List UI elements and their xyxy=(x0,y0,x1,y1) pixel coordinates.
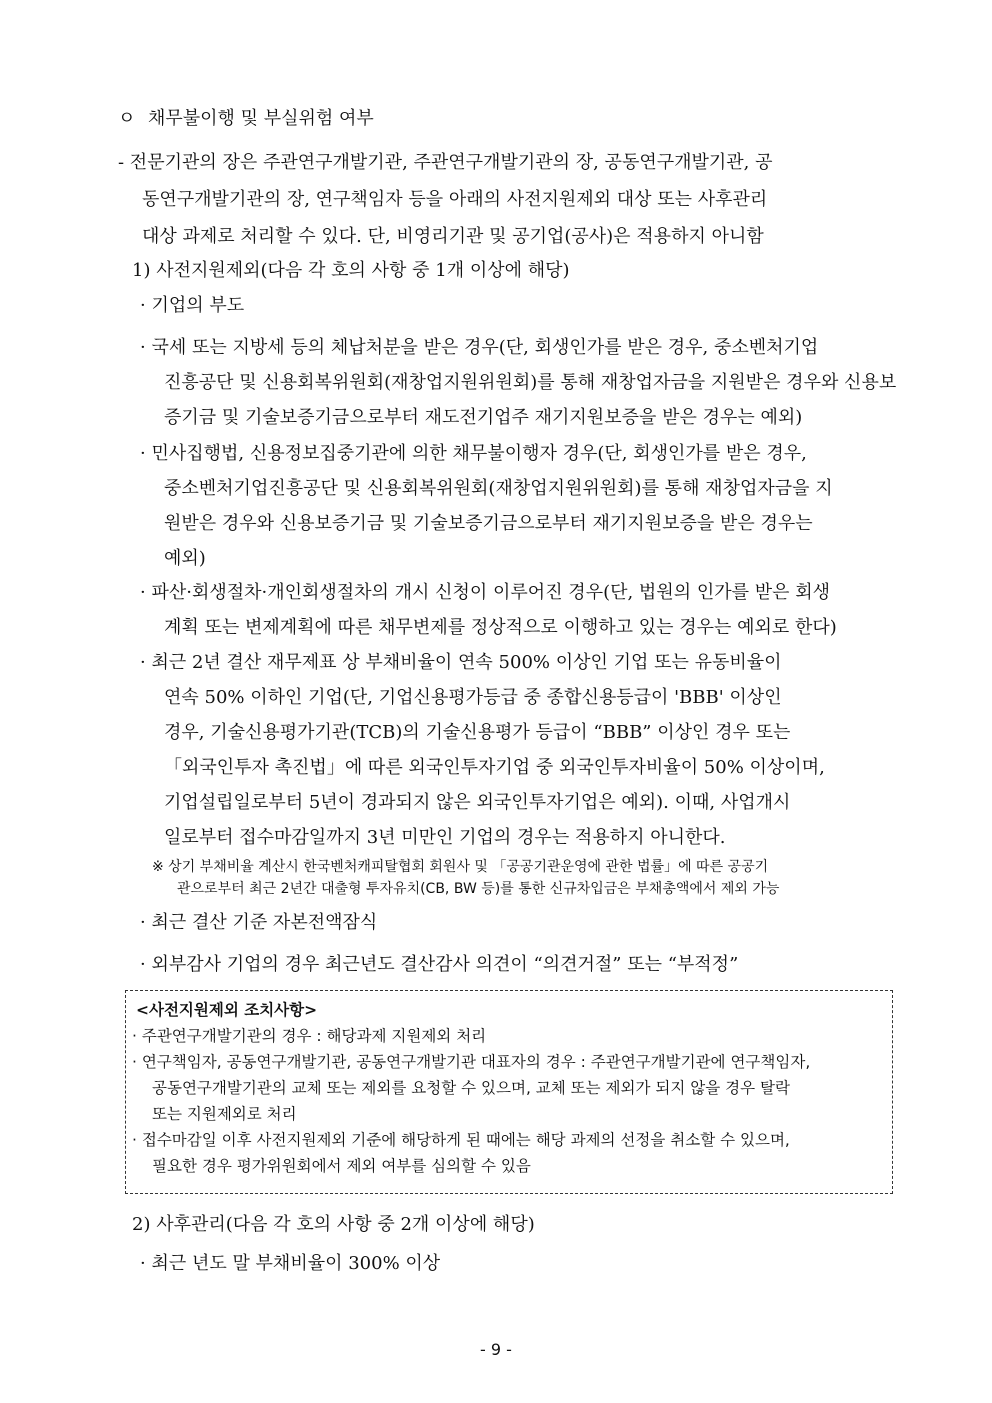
exclusion-measures-box xyxy=(125,990,893,1194)
list-item xyxy=(140,905,900,940)
list-item xyxy=(140,288,900,323)
item-line: · 국세 또는 지방세 등의 체납처분을 받은 경우(단, 회생인가를 받은 경우, 중소벤처기업 xyxy=(140,337,819,358)
item-line: · 파산·회생절차·개인회생절차의 개시 신청이 이루어진 경우(단, 법원의 인가를 받은 회생 xyxy=(140,582,830,603)
box-line: · 접수마감일 이후 사전지원제외 기준에 해당하게 된 때에는 해당 과제의 선정을 취소할 수 있으며, xyxy=(132,1131,790,1149)
item-line: 원받은 경우와 신용보증기금 및 기술보증기금으로부터 재기지원보증을 받은 경우는 xyxy=(164,513,813,534)
item-line: · 기업의 부도 xyxy=(140,295,245,316)
note-line: ※ 상기 부채비율 계산시 한국벤처캐피탈협회 회원사 및 「공공기관운영에 관한 법률」에 따른 공공기 xyxy=(152,859,769,875)
heading-debt-default xyxy=(118,104,374,130)
list-item xyxy=(140,330,900,435)
item-line: · 최근 2년 결산 재무제표 상 부채비율이 연속 500% 이상인 기업 또는 유동비율이 xyxy=(140,652,782,673)
page-number: - 9 - xyxy=(480,1340,512,1359)
list-item xyxy=(140,645,900,855)
item-line: · 최근 년도 말 부채비율이 300% 이상 xyxy=(140,1253,441,1274)
footnote xyxy=(152,856,897,900)
item-line: 예외) xyxy=(164,548,206,569)
box-line: · 주관연구개발기관의 경우 : 해당과제 지원제외 처리 xyxy=(132,1027,487,1045)
list-item xyxy=(140,436,900,576)
item-line: 증기금 및 기술보증기금으로부터 재도전기업주 재기지원보증을 받은 경우는 예외) xyxy=(164,407,803,428)
list-item xyxy=(140,947,900,982)
item-line: 기업설립일로부터 5년이 경과되지 않은 외국인투자기업은 예외). 이때, 사업개시 xyxy=(164,792,791,813)
box-line: · 연구책임자, 공동연구개발기관, 공동연구개발기관 대표자의 경우 : 주관연구개발기관에 연구책임자, xyxy=(132,1053,811,1071)
heading-text: 채무불이행 및 부실위험 여부 xyxy=(148,108,374,129)
item-line: 일로부터 접수마감일까지 3년 미만인 기업의 경우는 적용하지 아니한다. xyxy=(164,827,726,848)
note-line: 관으로부터 최근 2년간 대출형 투자유치(CB, BW 등)를 통한 신규차입금은 부채총액에서 제외 가능 xyxy=(177,881,780,897)
intro-paragraph xyxy=(118,144,898,255)
item-line: · 외부감사 기업의 경우 최근년도 결산감사 의견이 “의견거절” 또는 “부적정” xyxy=(140,954,739,975)
item-line: 계획 또는 변제계획에 따른 채무변제를 정상적으로 이행하고 있는 경우는 예외로 한다) xyxy=(164,617,837,638)
box-line: 또는 지원제외로 처리 xyxy=(152,1105,297,1123)
item-line: 진흥공단 및 신용회복위원회(재창업지원위원회)를 통해 재창업자금을 지원받은 경우와 신용보 xyxy=(164,372,897,393)
intro-line: 동연구개발기관의 장, 연구책임자 등을 아래의 사전지원제외 대상 또는 사후관리 xyxy=(142,189,768,210)
item-line: 경우, 기술신용평가기관(TCB)의 기술신용평가 등급이 “BBB” 이상인 경우 또는 xyxy=(164,722,791,743)
box-line: 필요한 경우 평가위원회에서 제외 여부를 심의할 수 있음 xyxy=(152,1157,531,1175)
item-line: 중소벤처기업진흥공단 및 신용회복위원회(재창업지원위원회)를 통해 재창업자금을 지 xyxy=(164,478,833,499)
list-item xyxy=(140,575,900,645)
list-item xyxy=(140,1246,900,1281)
heading-bullet: ㅇ xyxy=(118,108,136,129)
intro-line: 대상 과제로 처리할 수 있다. 단, 비영리기관 및 공기업(공사)은 적용하지 아니함 xyxy=(142,226,764,247)
section2-title: 2) 사후관리(다음 각 호의 사항 중 2개 이상에 해당) xyxy=(132,1214,535,1235)
item-line: 연속 50% 이하인 기업(단, 기업신용평가등급 중 종합신용등급이 'BBB' 이상인 xyxy=(164,687,782,708)
item-line: 「외국인투자 촉진법」에 따른 외국인투자기업 중 외국인투자비율이 50% 이상이며, xyxy=(164,757,825,778)
item-line: · 민사집행법, 신용정보집중기관에 의한 채무불이행자 경우(단, 회생인가를 받은 경우, xyxy=(140,443,807,464)
box-title: <사전지원제외 조치사항> xyxy=(136,1001,318,1019)
intro-line: - 전문기관의 장은 주관연구개발기관, 주관연구개발기관의 장, 공동연구개발기관, 공 xyxy=(118,152,773,173)
box-line: 공동연구개발기관의 교체 또는 제외를 요청할 수 있으며, 교체 또는 제외가 되지 않을 경우 탈락 xyxy=(152,1079,790,1097)
item-line: · 최근 결산 기준 자본전액잠식 xyxy=(140,912,378,933)
section1-title: 1) 사전지원제외(다음 각 호의 사항 중 1개 이상에 해당) xyxy=(132,260,570,281)
